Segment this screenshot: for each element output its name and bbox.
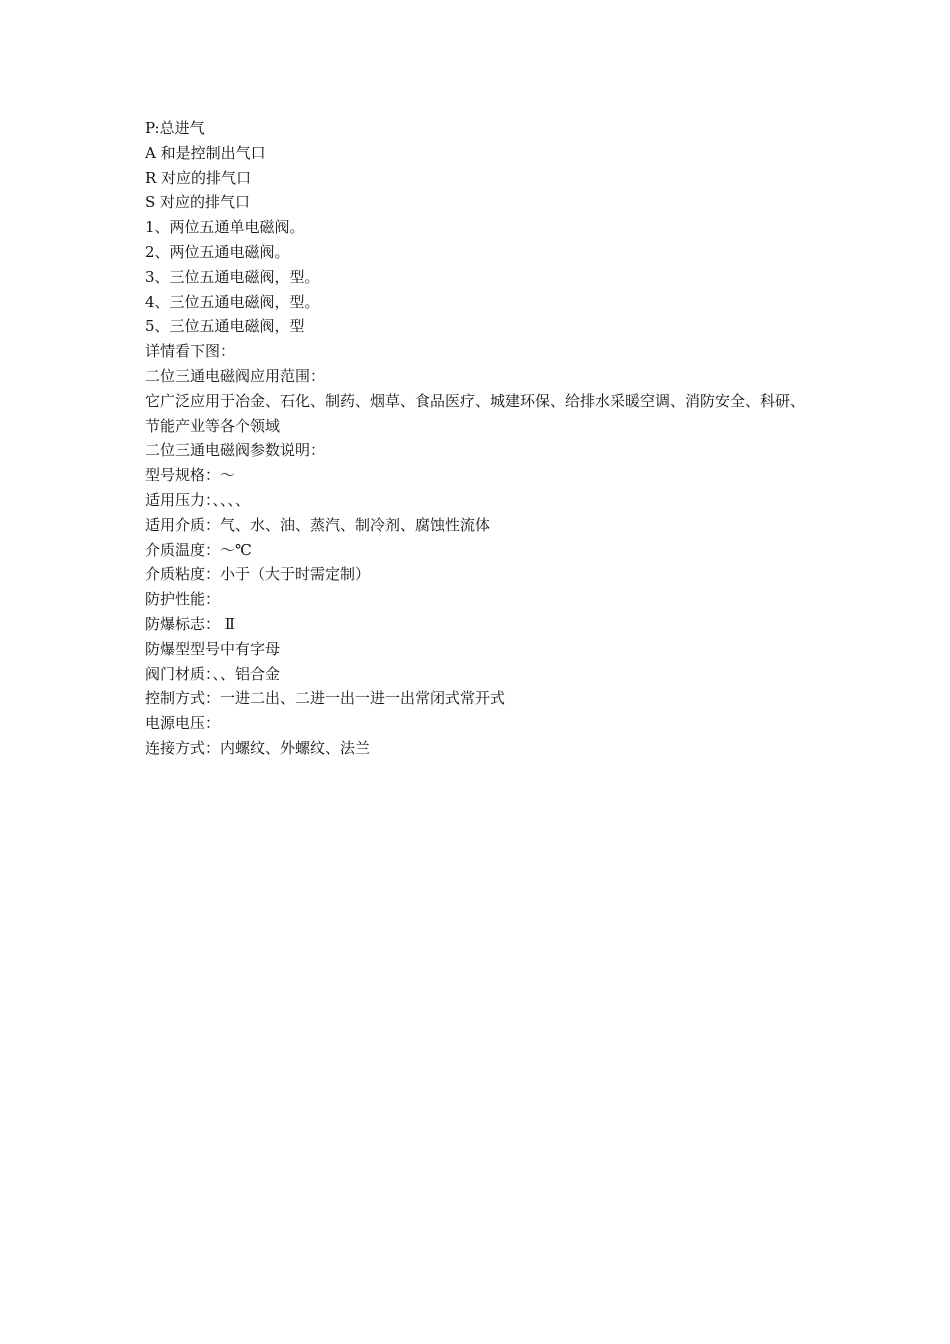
param-voltage: 电源电压： [145, 714, 221, 733]
param-explosion-mark: 防爆标志： Ⅱ [145, 614, 235, 633]
line-control-outlet: A 和是控制出气口 [145, 143, 266, 162]
list-item-1: 1、两位五通单电磁阀。 [145, 218, 305, 237]
list-item-3: 3、三位五通电磁阀，型。 [145, 267, 320, 286]
param-material: 阀门材质：、、铝合金 [145, 664, 281, 683]
line-main-inlet: P:总进气 [145, 119, 205, 137]
param-explosion-model: 防爆型型号中有字母 [145, 639, 281, 658]
list-item-4: 4、三位五通电磁阀，型。 [145, 292, 320, 311]
param-control-mode: 控制方式：一进二出、二进一出一进一出常闭式常开式 [145, 689, 506, 708]
application-text: 它广泛应用于冶金、石化、制药、烟草、食品医疗、城建环保、给排水采暖空调、消防安全、科研、节能产业等各个领域 [145, 391, 806, 435]
line-exhaust-r: R 对应的排气口 [145, 168, 252, 187]
param-model: 型号规格：～ [145, 466, 236, 485]
param-protection: 防护性能： [145, 590, 221, 609]
param-temperature: 介质温度：～℃ [145, 540, 252, 559]
line-exhaust-s: S 对应的排气口 [145, 193, 251, 212]
parameters-heading: 二位三通电磁阀参数说明： [145, 441, 326, 460]
document-body [145, 116, 815, 761]
see-figure-note: 详情看下图： [145, 342, 236, 361]
param-medium: 适用介质：气、水、油、蒸汽、制冷剂、腐蚀性流体 [145, 515, 491, 534]
list-item-2: 2、两位五通电磁阀。 [145, 242, 290, 261]
param-viscosity: 介质粘度：小于（大于时需定制） [145, 565, 371, 584]
application-heading: 二位三通电磁阀应用范围： [145, 366, 326, 385]
list-item-5: 5、三位五通电磁阀，型 [145, 317, 305, 336]
param-pressure: 适用压力：、、、、 [145, 490, 251, 509]
param-connection: 连接方式：内螺纹、外螺纹、法兰 [145, 738, 371, 757]
